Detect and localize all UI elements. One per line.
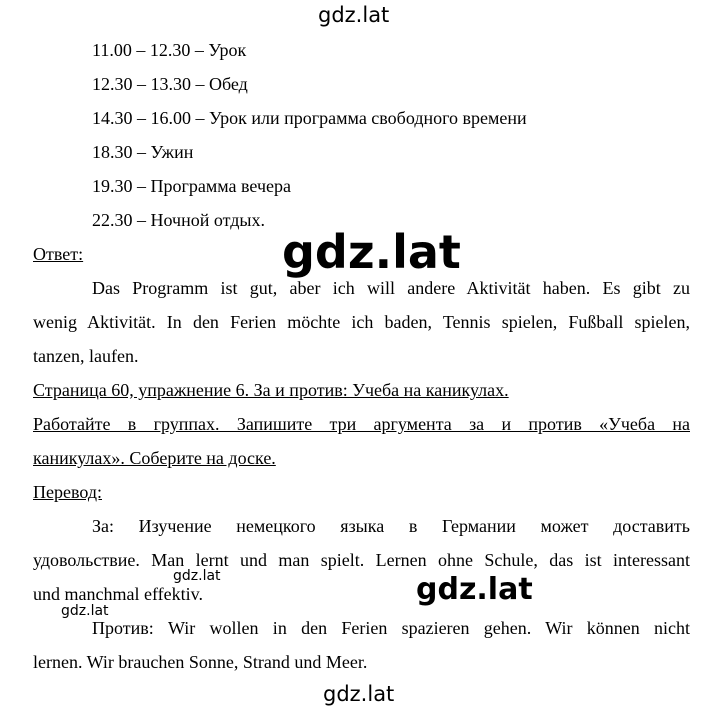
watermark-small: gdz.lat <box>173 568 221 584</box>
exercise-heading: Страница 60, упражнение 6. За и против: Учеба на каникулах. <box>33 380 509 400</box>
task-line: каникулах». Соберите на доске. <box>33 448 276 468</box>
answer-line: wenig Aktivität. In den Ferien möchte ich baden, Tennis spielen, Fußball spielen, <box>33 312 690 332</box>
watermark-top: gdz.lat <box>318 3 390 27</box>
translation-label: Перевод: <box>33 482 102 502</box>
pro-line: und manchmal effektiv. <box>33 584 203 604</box>
watermark-bottom: gdz.lat <box>323 682 395 706</box>
pro-line: удовольствие. Man lernt und man spielt. Lernen ohne Schule, das ist interessant <box>33 550 690 570</box>
watermark-big: gdz.lat <box>282 225 461 279</box>
contra-line: lernen. Wir brauchen Sonne, Strand und Meer. <box>33 652 368 672</box>
schedule-item: 18.30 – Ужин <box>92 142 194 162</box>
schedule-item: 11.00 – 12.30 – Урок <box>92 40 247 60</box>
answer-label: Ответ: <box>33 244 84 264</box>
schedule-item: 12.30 – 13.30 – Обед <box>92 74 248 94</box>
pro-line: За: Изучение немецкого языка в Германии может доставить <box>92 516 690 536</box>
schedule-item: 14.30 – 16.00 – Урок или программа свободного времени <box>92 108 527 128</box>
task-line: Работайте в группах. Запишите три аргумента за и против «Учеба на <box>33 414 690 434</box>
answer-line: Das Programm ist gut, aber ich will andere Aktivität haben. Es gibt zu <box>92 278 690 298</box>
schedule-item: 19.30 – Программа вечера <box>92 176 291 196</box>
watermark-small: gdz.lat <box>61 603 109 619</box>
contra-line: Против: Wir wollen in den Ferien spazieren gehen. Wir können nicht <box>92 618 690 638</box>
answer-line: tanzen, laufen. <box>33 346 139 366</box>
watermark-mid: gdz.lat <box>416 572 533 607</box>
schedule-item: 22.30 – Ночной отдых. <box>92 210 265 230</box>
